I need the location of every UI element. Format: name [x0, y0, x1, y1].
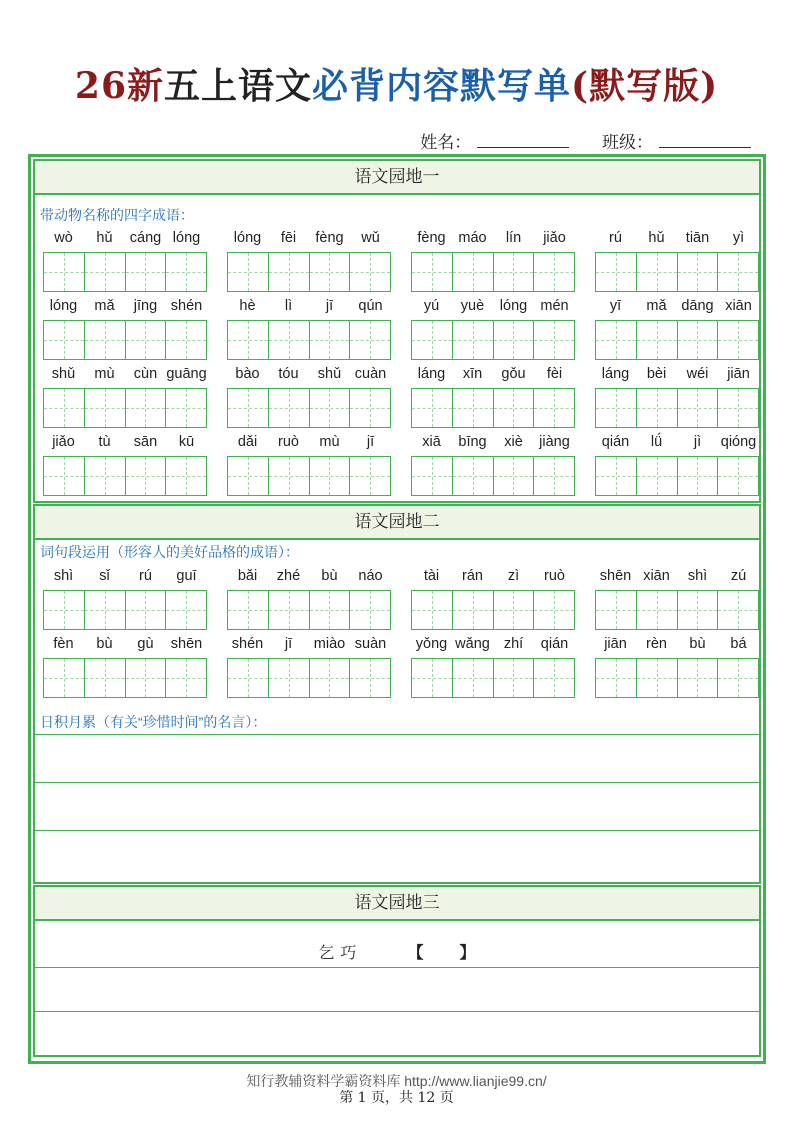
question-qiqiao [35, 940, 759, 963]
character-cell[interactable] [718, 253, 758, 291]
character-cell[interactable] [534, 457, 574, 495]
character-cell[interactable] [412, 659, 453, 697]
pinyin-syllable: zhí [503, 636, 524, 652]
name-class-line [420, 128, 751, 153]
character-cell[interactable] [596, 591, 637, 629]
pinyin-syllable: shǔ [51, 366, 76, 382]
pinyin-syllable: guī [176, 568, 197, 584]
section-heading: 语文园地三 [35, 887, 759, 921]
character-cell[interactable] [85, 389, 126, 427]
character-cell[interactable] [269, 659, 310, 697]
character-cell[interactable] [350, 591, 390, 629]
character-cell[interactable] [310, 457, 351, 495]
character-cell[interactable] [44, 591, 85, 629]
pinyin-syllable: shēn [170, 636, 203, 652]
character-cell[interactable] [166, 253, 206, 291]
character-cell[interactable] [44, 253, 85, 291]
pinyin-syllable: dǎi [237, 434, 258, 450]
character-cell[interactable] [85, 457, 126, 495]
pinyin-syllable: tiān [685, 230, 710, 246]
pinyin-syllable: jiàng [539, 434, 570, 450]
pinyin-syllable: mù [319, 434, 340, 450]
pinyin-syllable: jiān [604, 636, 627, 652]
pinyin-syllable: wǎng [455, 636, 490, 652]
name-label: 姓名： [420, 133, 472, 152]
pinyin-row [39, 636, 759, 656]
pinyin-syllable: gù [137, 636, 154, 652]
character-cell[interactable] [228, 457, 269, 495]
pinyin-syllable: guāng [166, 366, 207, 382]
character-grid [411, 252, 575, 292]
pinyin-syllable: ruò [278, 434, 299, 450]
pinyin-syllable: zú [730, 568, 747, 584]
character-cell[interactable] [412, 457, 453, 495]
character-cell[interactable] [494, 253, 535, 291]
character-cell[interactable] [350, 321, 390, 359]
pinyin-row [39, 434, 759, 454]
pinyin-syllable: cùn [133, 366, 158, 382]
pinyin-syllable: mén [540, 298, 569, 314]
character-cell[interactable] [453, 253, 494, 291]
character-cell[interactable] [718, 591, 758, 629]
pinyin-syllable: yuè [460, 298, 485, 314]
section-heading: 语文园地二 [35, 506, 759, 540]
pinyin-syllable: rú [139, 568, 152, 584]
character-cell[interactable] [534, 253, 574, 291]
worksheet-frame [28, 154, 766, 1064]
character-cell[interactable] [126, 457, 167, 495]
pinyin-syllable: xiān [725, 298, 752, 314]
pinyin-syllable: tóu [278, 366, 299, 382]
pinyin-syllable: mǎ [94, 298, 115, 314]
character-cell[interactable] [228, 321, 269, 359]
pinyin-syllable: xiān [643, 568, 670, 584]
pinyin-syllable: lì [284, 298, 293, 314]
pinyin-syllable: láng [601, 366, 630, 382]
pinyin-syllable: yì [732, 230, 745, 246]
pinyin-syllable: mù [94, 366, 115, 382]
pinyin-syllable: xiè [504, 434, 523, 450]
character-cell[interactable] [678, 591, 719, 629]
character-grid [43, 252, 207, 292]
character-cell[interactable] [44, 457, 85, 495]
writing-line [35, 1011, 759, 1012]
character-cell[interactable] [678, 321, 719, 359]
class-blank[interactable] [659, 133, 751, 148]
character-grid [411, 388, 575, 428]
pinyin-row [39, 298, 759, 318]
pinyin-syllable: lóng [499, 298, 528, 314]
character-cell[interactable] [596, 389, 637, 427]
character-cell[interactable] [269, 253, 310, 291]
pinyin-syllable: bù [96, 636, 113, 652]
character-cell[interactable] [412, 389, 453, 427]
pinyin-syllable: bīng [458, 434, 487, 450]
character-cell[interactable] [453, 659, 494, 697]
character-cell[interactable] [596, 457, 637, 495]
pinyin-syllable: shén [170, 298, 203, 314]
pinyin-syllable: rú [609, 230, 622, 246]
character-cell[interactable] [534, 659, 574, 697]
character-cell[interactable] [85, 321, 126, 359]
character-grid [595, 456, 759, 496]
pinyin-syllable: fèi [546, 366, 563, 382]
pinyin-syllable: shǔ [317, 366, 342, 382]
section-heading: 语文园地一 [35, 161, 759, 195]
character-cell[interactable] [310, 389, 351, 427]
footer-page-number: 第 1 页，共 12 页 [339, 1090, 454, 1106]
pinyin-syllable: fèng [315, 230, 344, 246]
character-cell[interactable] [350, 457, 390, 495]
character-cell[interactable] [126, 659, 167, 697]
section-label: 带动物名称的四字成语： [40, 207, 194, 223]
writing-line [35, 830, 759, 831]
character-cell[interactable] [412, 591, 453, 629]
pinyin-syllable: hǔ [648, 230, 665, 246]
pinyin-syllable: fēi [280, 230, 297, 246]
pinyin-syllable: yǒng [415, 636, 448, 652]
character-cell[interactable] [269, 457, 310, 495]
character-cell[interactable] [718, 389, 758, 427]
pinyin-syllable: shì [53, 568, 74, 584]
pinyin-syllable: lǘ [650, 434, 663, 450]
character-grid [411, 456, 575, 496]
pinyin-syllable: gǒu [501, 366, 526, 382]
character-cell[interactable] [228, 389, 269, 427]
character-cell[interactable] [126, 321, 167, 359]
character-cell[interactable] [126, 591, 167, 629]
character-grid [227, 388, 391, 428]
title-part-3: 必背内容默写单 [312, 65, 572, 107]
pinyin-syllable: lóng [172, 230, 201, 246]
character-grid [227, 320, 391, 360]
pinyin-syllable: qián [540, 636, 569, 652]
character-grid [43, 456, 207, 496]
pinyin-syllable: xiā [422, 434, 441, 450]
pinyin-syllable: lín [505, 230, 522, 246]
writing-line [35, 967, 759, 968]
character-cell[interactable] [453, 591, 494, 629]
prompt-word: 乞巧 [318, 943, 363, 962]
pinyin-syllable: suàn [354, 636, 387, 652]
character-cell[interactable] [718, 457, 758, 495]
character-grid [227, 456, 391, 496]
title-part-2: 五上语文 [164, 65, 313, 107]
bracket-open: 【 [407, 943, 424, 962]
title-part-4: (默写版) [571, 65, 719, 107]
pinyin-syllable: rèn [646, 636, 667, 652]
pinyin-syllable: mǎ [646, 298, 667, 314]
character-grid [411, 658, 575, 698]
character-cell[interactable] [126, 253, 167, 291]
character-cell[interactable] [44, 659, 85, 697]
pinyin-syllable: jī [284, 636, 293, 652]
character-grid [227, 590, 391, 630]
character-grid [595, 658, 759, 698]
pinyin-syllable: wéi [686, 366, 709, 382]
writing-line [35, 782, 759, 783]
pinyin-syllable: jiān [727, 366, 750, 382]
character-cell[interactable] [310, 591, 351, 629]
character-cell[interactable] [678, 457, 719, 495]
character-cell[interactable] [269, 389, 310, 427]
character-cell[interactable] [350, 389, 390, 427]
pinyin-syllable: cáng [129, 230, 162, 246]
character-cell[interactable] [44, 321, 85, 359]
pinyin-syllable: shēn [599, 568, 632, 584]
pinyin-syllable: bǎi [237, 568, 258, 584]
pinyin-syllable: miào [313, 636, 346, 652]
character-grid [227, 658, 391, 698]
section-label-quotes: 日积月累（有关“珍惜时间”的名言）： [40, 714, 267, 730]
pinyin-syllable: sān [133, 434, 158, 450]
character-cell[interactable] [269, 591, 310, 629]
pinyin-syllable: qián [601, 434, 630, 450]
character-grid [595, 388, 759, 428]
pinyin-syllable: wǔ [361, 230, 380, 246]
pinyin-syllable: xīn [462, 366, 483, 382]
character-grid [411, 590, 575, 630]
character-cell[interactable] [637, 253, 678, 291]
footer-source: 知行教辅资料学霸资料库 http://www.lianjie99.cn/ [246, 1073, 547, 1089]
character-grid [595, 252, 759, 292]
page-title [0, 58, 793, 109]
pinyin-syllable: náo [358, 568, 383, 584]
pinyin-syllable: fèn [53, 636, 74, 652]
pinyin-syllable: bèi [646, 366, 667, 382]
character-cell[interactable] [166, 659, 206, 697]
pinyin-syllable: jì [693, 434, 702, 450]
character-cell[interactable] [637, 389, 678, 427]
pinyin-syllable: tài [423, 568, 440, 584]
title-part-1: 26新 [74, 65, 164, 107]
character-cell[interactable] [637, 659, 678, 697]
character-cell[interactable] [534, 591, 574, 629]
character-grid [43, 388, 207, 428]
character-cell[interactable] [85, 659, 126, 697]
character-cell[interactable] [718, 321, 758, 359]
pinyin-syllable: máo [458, 230, 487, 246]
character-cell[interactable] [637, 591, 678, 629]
pinyin-syllable: sǐ [99, 568, 110, 584]
character-cell[interactable] [412, 321, 453, 359]
character-cell[interactable] [350, 253, 390, 291]
character-cell[interactable] [494, 457, 535, 495]
pinyin-syllable: bù [321, 568, 338, 584]
character-cell[interactable] [166, 389, 206, 427]
character-cell[interactable] [678, 253, 719, 291]
pinyin-syllable: qióng [720, 434, 757, 450]
character-cell[interactable] [534, 321, 574, 359]
character-cell[interactable] [412, 253, 453, 291]
pinyin-syllable: yī [609, 298, 622, 314]
pinyin-syllable: lóng [49, 298, 78, 314]
character-grid [43, 590, 207, 630]
pinyin-syllable: shén [231, 636, 264, 652]
pinyin-syllable: jī [325, 298, 334, 314]
pinyin-syllable: lóng [233, 230, 262, 246]
character-cell[interactable] [453, 321, 494, 359]
character-cell[interactable] [453, 389, 494, 427]
pinyin-syllable: fèng [417, 230, 446, 246]
pinyin-syllable: cuàn [354, 366, 387, 382]
character-cell[interactable] [269, 321, 310, 359]
character-grid [43, 320, 207, 360]
character-grid [227, 252, 391, 292]
pinyin-syllable: bào [235, 366, 260, 382]
pinyin-syllable: wò [54, 230, 73, 246]
pinyin-syllable: hǔ [96, 230, 113, 246]
pinyin-syllable: dāng [681, 298, 714, 314]
character-cell[interactable] [166, 591, 206, 629]
character-cell[interactable] [228, 659, 269, 697]
pinyin-syllable: jī [366, 434, 375, 450]
character-cell[interactable] [166, 457, 206, 495]
character-cell[interactable] [310, 321, 351, 359]
writing-line [35, 734, 759, 735]
character-cell[interactable] [678, 389, 719, 427]
character-cell[interactable] [85, 591, 126, 629]
pinyin-syllable: tù [98, 434, 111, 450]
character-cell[interactable] [494, 321, 535, 359]
pinyin-syllable: bù [689, 636, 706, 652]
character-grid [595, 320, 759, 360]
character-cell[interactable] [637, 457, 678, 495]
character-grid [411, 320, 575, 360]
pinyin-syllable: zhé [276, 568, 301, 584]
bracket-close: 】 [459, 943, 476, 962]
pinyin-syllable: láng [417, 366, 446, 382]
pinyin-syllable: rán [462, 568, 483, 584]
character-cell[interactable] [126, 389, 167, 427]
character-cell[interactable] [678, 659, 719, 697]
character-cell[interactable] [596, 659, 637, 697]
pinyin-syllable: kū [178, 434, 195, 450]
pinyin-syllable: jiǎo [543, 230, 566, 246]
section-label: 词句段运用（形容人的美好品格的成语）： [40, 544, 299, 560]
character-cell[interactable] [453, 457, 494, 495]
character-cell[interactable] [350, 659, 390, 697]
pinyin-syllable: jīng [133, 298, 158, 314]
character-grid [43, 658, 207, 698]
character-cell[interactable] [310, 659, 351, 697]
character-cell[interactable] [718, 659, 758, 697]
character-cell[interactable] [494, 591, 535, 629]
character-cell[interactable] [596, 321, 637, 359]
pinyin-row [39, 230, 759, 250]
pinyin-syllable: shì [687, 568, 708, 584]
pinyin-row [39, 568, 759, 588]
pinyin-syllable: zì [507, 568, 520, 584]
character-cell[interactable] [637, 321, 678, 359]
section-garden-3 [33, 885, 761, 1057]
pinyin-syllable: hè [239, 298, 256, 314]
character-grid [595, 590, 759, 630]
section-garden-2 [33, 504, 761, 884]
name-blank[interactable] [477, 133, 569, 148]
character-cell[interactable] [596, 253, 637, 291]
section-garden-1 [33, 159, 761, 503]
class-label: 班级： [602, 133, 653, 152]
character-cell[interactable] [85, 253, 126, 291]
character-cell[interactable] [228, 253, 269, 291]
pinyin-syllable: yú [423, 298, 440, 314]
pinyin-syllable: bá [730, 636, 747, 652]
character-cell[interactable] [228, 591, 269, 629]
character-cell[interactable] [166, 321, 206, 359]
pinyin-syllable: ruò [544, 568, 565, 584]
pinyin-syllable: qún [358, 298, 383, 314]
character-cell[interactable] [494, 389, 535, 427]
pinyin-syllable: jiǎo [52, 434, 75, 450]
character-cell[interactable] [494, 659, 535, 697]
character-cell[interactable] [310, 253, 351, 291]
pinyin-row [39, 366, 759, 386]
character-cell[interactable] [534, 389, 574, 427]
character-cell[interactable] [44, 389, 85, 427]
